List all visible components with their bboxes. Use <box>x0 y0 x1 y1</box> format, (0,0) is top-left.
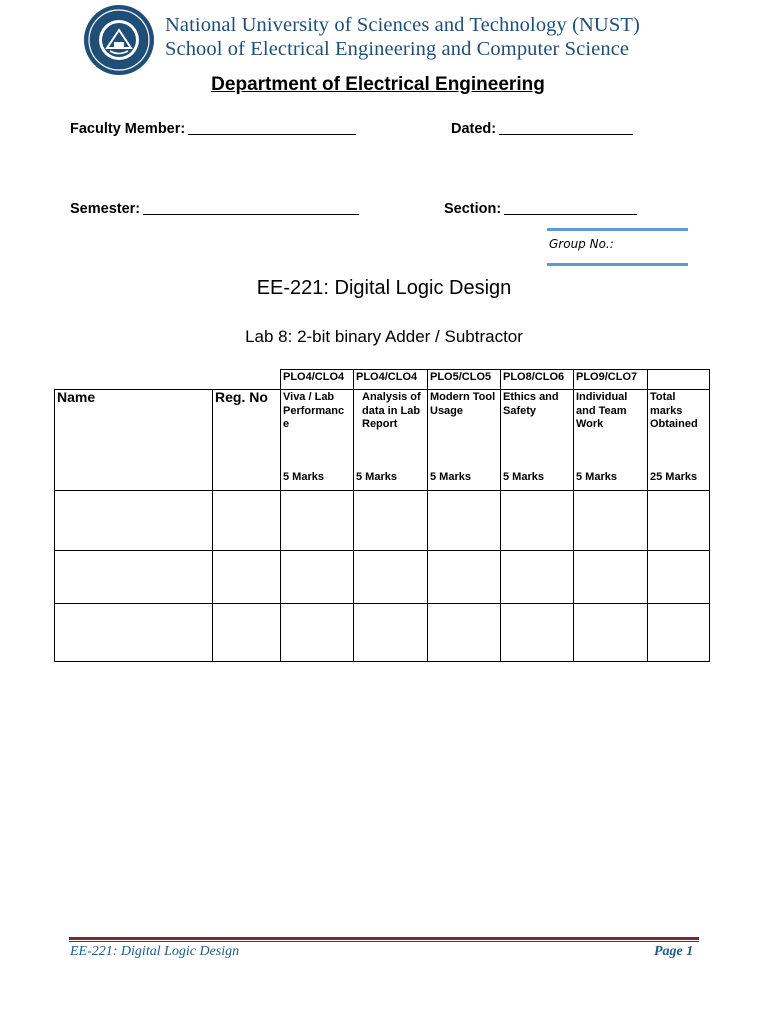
criteria-title: Viva / Lab Performanc e <box>283 391 345 430</box>
criteria-header <box>354 390 428 491</box>
criteria-title: Total marks Obtained <box>650 391 698 430</box>
criteria-marks: 5 Marks <box>503 471 544 483</box>
criteria-marks: 5 Marks <box>576 471 617 483</box>
plo-header: PLO4/CLO4 <box>281 370 354 390</box>
reg-no-cell[interactable] <box>213 604 281 662</box>
score-cell[interactable] <box>428 604 501 662</box>
criteria-marks: 5 Marks <box>356 471 397 483</box>
school-name: School of Electrical Engineering and Computer Science <box>165 38 630 60</box>
reg-no-cell[interactable] <box>213 491 281 551</box>
score-cell[interactable] <box>574 551 648 604</box>
total-cell[interactable] <box>648 604 710 662</box>
faculty-member-label: Faculty Member: <box>70 121 186 137</box>
score-cell[interactable] <box>354 551 428 604</box>
dated-label: Dated: <box>451 121 497 137</box>
plo-header: PLO4/CLO4 <box>354 370 428 390</box>
score-cell[interactable] <box>281 551 354 604</box>
semester-blank[interactable] <box>143 200 359 215</box>
reg-no-header: Reg. No <box>213 390 281 491</box>
grading-table <box>54 369 710 662</box>
dated-blank[interactable] <box>499 120 633 135</box>
name-cell[interactable] <box>55 551 213 604</box>
course-title: EE-221: Digital Logic Design <box>256 277 512 299</box>
name-cell[interactable] <box>55 604 213 662</box>
name-header: Name <box>55 390 213 491</box>
department-title: Department of Electrical Engineering <box>211 74 545 95</box>
score-cell[interactable] <box>428 491 501 551</box>
semester-field[interactable] <box>70 200 359 217</box>
lab-title: Lab 8: 2-bit binary Adder / Subtractor <box>245 327 523 346</box>
faculty-member-field[interactable] <box>70 120 356 137</box>
name-cell[interactable] <box>55 491 213 551</box>
table-row <box>55 551 710 604</box>
criteria-title: Individual and Team Work <box>576 391 628 430</box>
nust-seal-icon <box>83 4 155 76</box>
criteria-title: Ethics and Safety <box>503 391 559 417</box>
faculty-member-blank[interactable] <box>188 120 356 135</box>
footer-rule <box>69 937 699 940</box>
plo-header: PLO8/CLO6 <box>501 370 574 390</box>
criteria-title: Modern Tool Usage <box>430 391 496 417</box>
criteria-header <box>648 390 710 491</box>
section-label: Section: <box>444 201 502 217</box>
semester-label: Semester: <box>70 201 141 217</box>
score-cell[interactable] <box>501 491 574 551</box>
criteria-header <box>428 390 501 491</box>
score-cell[interactable] <box>281 604 354 662</box>
criteria-marks: 5 Marks <box>283 471 324 483</box>
score-cell[interactable] <box>281 491 354 551</box>
criteria-header <box>281 390 354 491</box>
plo-header: PLO9/CLO7 <box>574 370 648 390</box>
score-cell[interactable] <box>574 491 648 551</box>
reg-no-cell[interactable] <box>213 551 281 604</box>
score-cell[interactable] <box>354 491 428 551</box>
score-cell[interactable] <box>354 604 428 662</box>
total-cell[interactable] <box>648 551 710 604</box>
table-row <box>55 604 710 662</box>
table-row <box>55 491 710 551</box>
criteria-marks: 5 Marks <box>430 471 471 483</box>
section-field[interactable] <box>444 200 637 217</box>
total-cell[interactable] <box>648 491 710 551</box>
criteria-header <box>574 390 648 491</box>
table-corner-blank <box>55 370 213 390</box>
score-cell[interactable] <box>501 551 574 604</box>
footer-course-title: EE-221: Digital Logic Design <box>70 944 240 959</box>
score-cell[interactable] <box>574 604 648 662</box>
score-cell[interactable] <box>428 551 501 604</box>
university-name: National University of Sciences and Technology (NUST) <box>165 14 640 36</box>
group-number-box[interactable] <box>547 228 688 266</box>
score-cell[interactable] <box>501 604 574 662</box>
footer-rule <box>69 941 699 942</box>
criteria-marks: 25 Marks <box>650 471 698 483</box>
section-blank[interactable] <box>504 200 637 215</box>
page-number: Page 1 <box>654 944 694 959</box>
criteria-header <box>501 390 574 491</box>
dated-field[interactable] <box>451 120 633 137</box>
plo-header-blank <box>648 370 710 390</box>
group-number-label: Group No.: <box>549 237 614 251</box>
criteria-title: Analysis of data in Lab Report <box>362 391 421 430</box>
plo-header: PLO5/CLO5 <box>428 370 501 390</box>
table-corner-blank <box>213 370 281 390</box>
